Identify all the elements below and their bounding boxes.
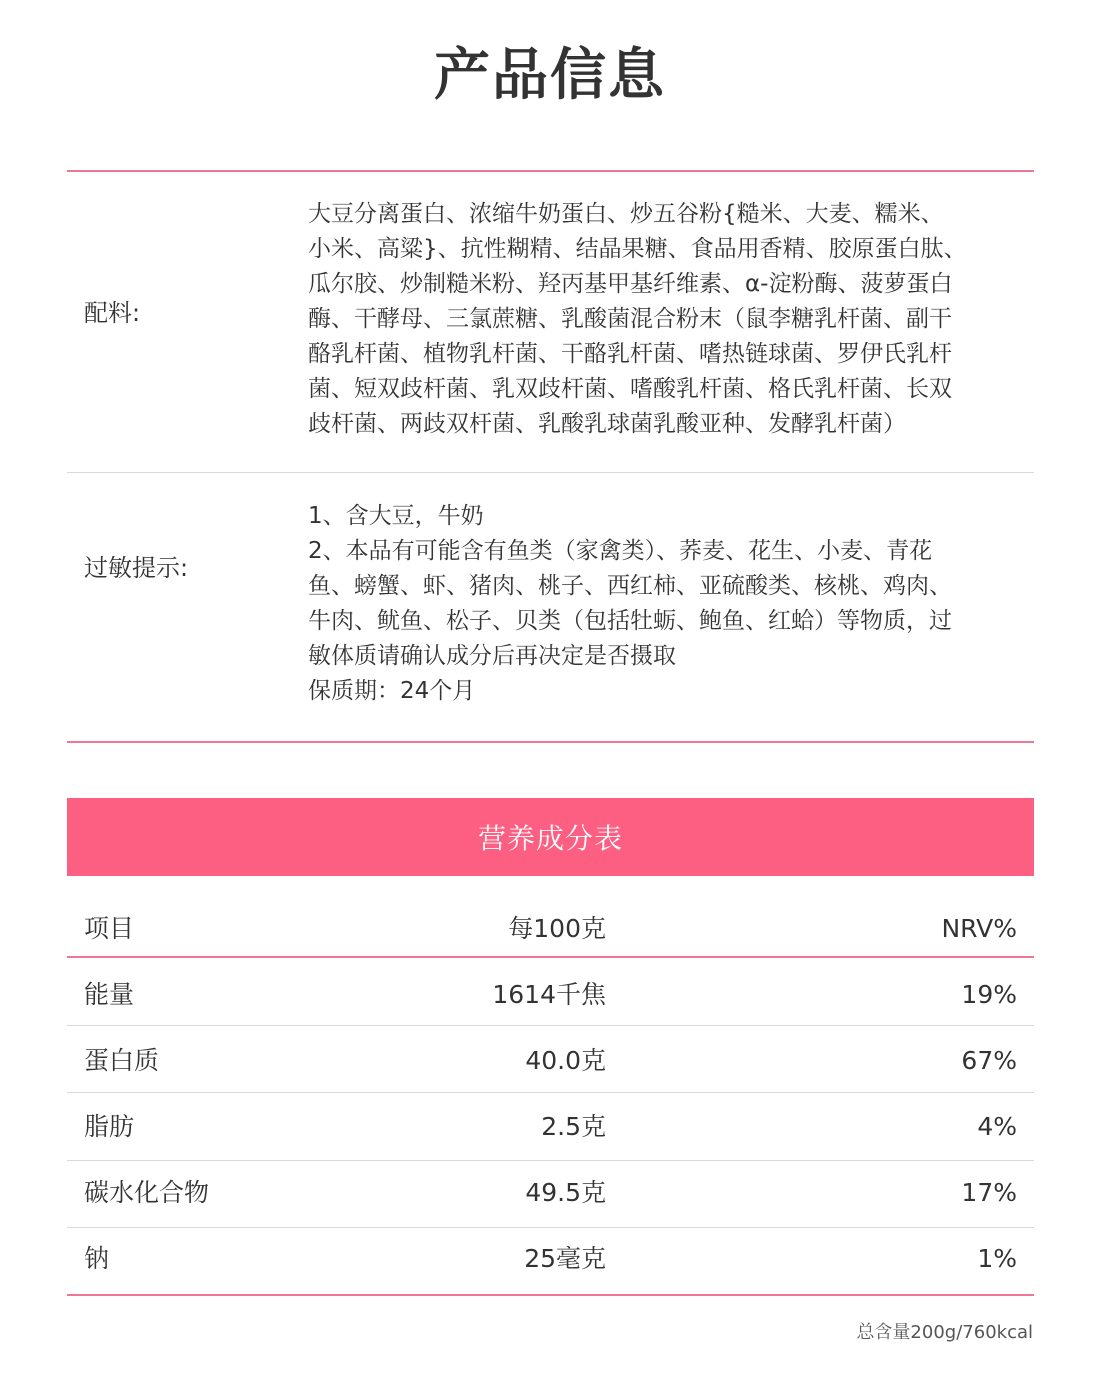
row-amount: 2.5克	[541, 1112, 606, 1141]
nutrition-banner	[67, 798, 1034, 876]
shelf-life-text: 保质期：24个月	[308, 678, 476, 704]
row-amount: 25毫克	[524, 1244, 606, 1273]
nutrition-title: 营养成分表	[477, 822, 623, 855]
info-top-divider	[67, 170, 1034, 172]
page-title: 产品信息	[434, 43, 666, 108]
row-nrv: 17%	[961, 1178, 1017, 1207]
row-item: 钠	[84, 1244, 110, 1273]
allergens-line-2: 2、本品有可能含有鱼类（家禽类）、荞麦、花生、小麦、青花 鱼、螃蟹、虾、猪肉、桃子、西红柿、亚硫酸类、核桃、鸡肉、 牛肉、鱿鱼、松子、贝类（包括牡蛎、鲍鱼、红蛤）等物质，过 敏体质请确认成分后再决定是否摄取	[308, 538, 952, 669]
info-bottom-divider	[67, 741, 1034, 743]
ingredients-label: 配料:	[84, 299, 141, 327]
table-row	[67, 1094, 1034, 1160]
row-item: 蛋白质	[84, 1046, 160, 1075]
total-content-note: 总含量200g/760kcal	[856, 1322, 1033, 1343]
row-item: 碳水化合物	[84, 1178, 210, 1207]
row-nrv: 19%	[961, 980, 1017, 1009]
row-divider	[67, 1025, 1034, 1026]
row-nrv: 67%	[961, 1046, 1017, 1075]
header-nrv: NRV%	[941, 914, 1017, 943]
row-divider	[67, 1092, 1034, 1093]
nutrition-header-divider	[67, 956, 1034, 958]
row-amount: 1614千焦	[492, 980, 606, 1009]
table-row	[67, 1160, 1034, 1226]
table-row	[67, 962, 1034, 1028]
nutrition-header-row	[67, 896, 1034, 962]
table-row	[67, 1028, 1034, 1094]
ingredients-text: 大豆分离蛋白、浓缩牛奶蛋白、炒五谷粉{糙米、大麦、糯米、 小米、高粱}、抗性糊精、结晶果糖、食品用香精、胶原蛋白肽、 瓜尔胶、炒制糙米粉、羟丙基甲基纤维素、α-淀粉酶、菠萝蛋白 酶、干酵母、三氯蔗糖、乳酸菌混合粉末（鼠李糖乳杆菌、副干 酪乳杆菌、植物乳杆菌、干酪乳杆菌、嗜热链球菌、罗伊氏乳杆 菌、短双歧杆菌、乳双歧杆菌、嗜酸乳杆菌、格氏乳杆菌、长双 歧杆菌、两歧双杆菌、乳酸乳球菌乳酸亚种、发酵乳杆菌）	[308, 201, 967, 437]
row-amount: 40.0克	[525, 1046, 606, 1075]
row-nrv: 1%	[977, 1244, 1017, 1273]
row-amount: 49.5克	[525, 1178, 606, 1207]
allergens-label: 过敏提示:	[84, 554, 189, 582]
table-row	[67, 1226, 1034, 1292]
header-amount: 每100克	[508, 914, 606, 943]
info-middle-divider	[67, 472, 1034, 473]
header-item: 项目	[84, 914, 135, 943]
row-item: 脂肪	[84, 1112, 135, 1141]
row-nrv: 4%	[977, 1112, 1017, 1141]
allergens-line-1: 1、含大豆，牛奶	[308, 503, 484, 529]
nutrition-bottom-divider	[67, 1294, 1034, 1296]
row-item: 能量	[84, 980, 135, 1009]
